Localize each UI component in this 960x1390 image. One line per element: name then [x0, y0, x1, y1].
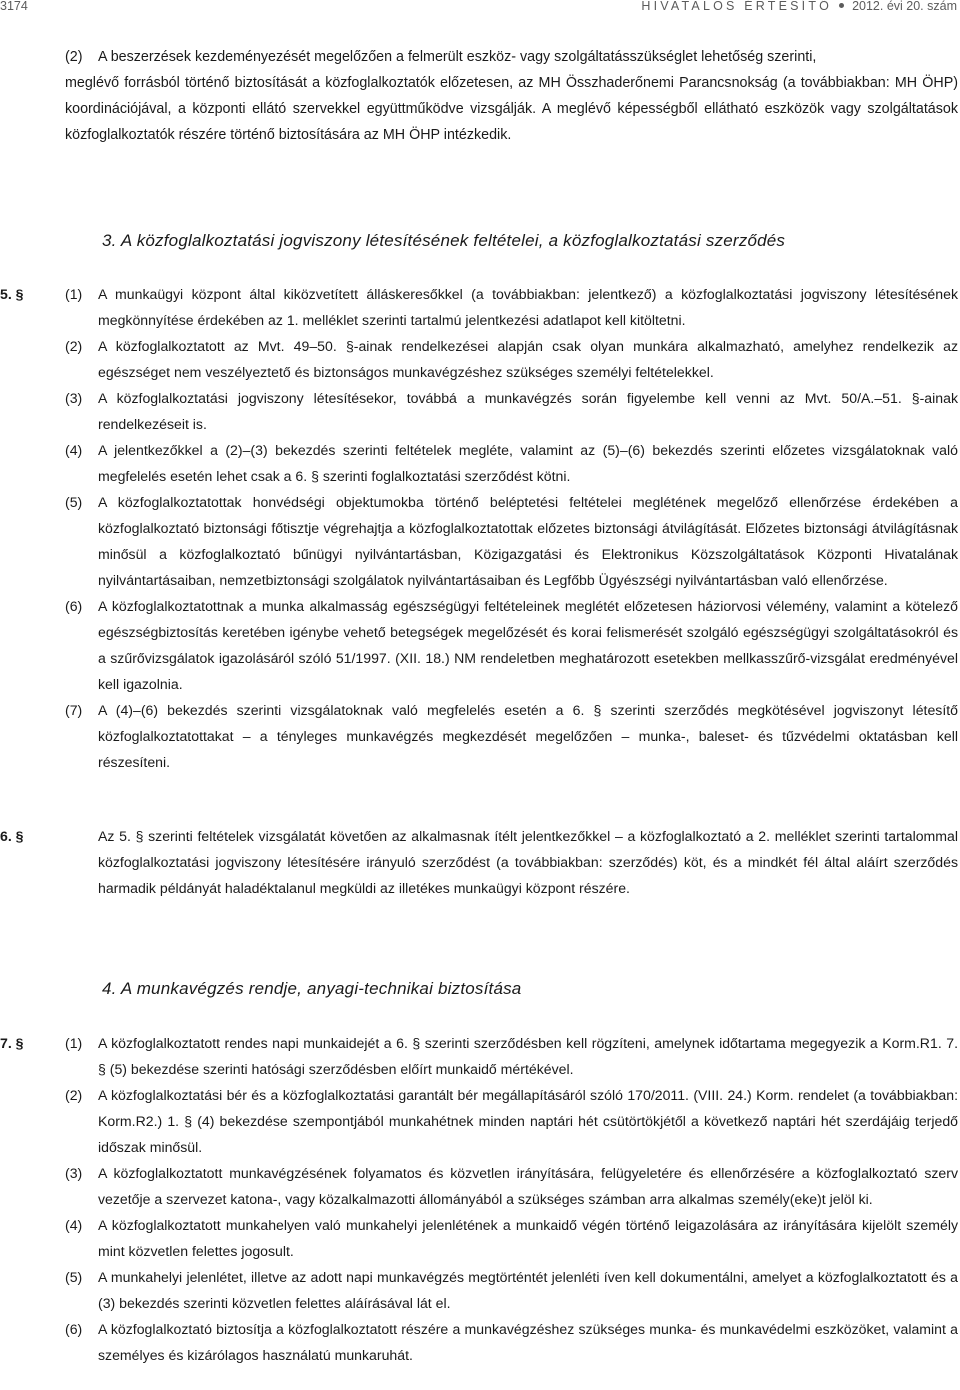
section-5 [0, 281, 958, 775]
section-number: 6. § [0, 828, 24, 844]
paragraph-number: (4) [65, 442, 83, 458]
section-6-text: Az 5. § szerinti feltételek vizsgálatát követően az alkalmasnak ítélt jelentkezőkkel – a közfoglalkoztató a 2. melléklet szerinti tartalommal közfoglalkoztatási jogviszony létesítésére irányuló szerződést (a továbbiakban: szerződés) köt, és a mindkét fél által aláírt szerződés harmadik példányát haladéktalanul megküldi az illetékes munkaügyi központ részére. [98, 828, 958, 896]
chapter-heading-4: 4. A munkavégzés rendje, anyagi-technikai biztosítása [102, 979, 522, 998]
journal-info [641, 0, 957, 13]
paragraph-text: A közfoglalkoztatott rendes napi munkaidejét a 6. § szerinti szerződésben kell rögzíteni, amelynek időtartama megegyezik a Korm.R1. 7. § (5) bekezdése szerinti hatósági szerződésben előírt munkaidő mértékével. [98, 1035, 958, 1077]
paragraph-number: (2) [65, 49, 83, 65]
paragraph [0, 385, 958, 437]
paragraph-number: (2) [65, 338, 83, 354]
paragraph-number: (1) [65, 1035, 83, 1051]
paragraph-text: A közfoglalkoztatott munkavégzésének folyamatos és közvetlen irányítására, felügyeletére és ellenőrzésére a közfoglalkoztató szerv vezetője a szervezet katona-, vagy közalkalmazotti állományából a szükséges számban arra alkalmas személy(eke)t jelöl ki. [98, 1165, 958, 1207]
separator-dot-icon [839, 3, 844, 8]
paragraph-number: (5) [65, 494, 83, 510]
paragraph-text: A közfoglalkoztatott az Mvt. 49–50. §-ainak rendelkezései alapján csak olyan munkára alkalmazható, amelyhez rendelkezik az egészséget nem veszélyeztető és biztonságos munkavégzéshez szükséges személyi feltételekkel. [98, 338, 958, 380]
paragraph [0, 281, 958, 333]
paragraph [0, 437, 958, 489]
journal-title: HIVATALOS ÉRTESÍTŐ [641, 0, 833, 13]
intro-line-1: A beszerzések kezdeményezését megelőzően a felmerült eszköz- vagy szolgáltatásszükséglet lehetőség szerinti, [98, 49, 817, 65]
paragraph-number: (7) [65, 702, 83, 718]
section-number: 7. § [0, 1035, 24, 1051]
paragraph [0, 1316, 958, 1368]
paragraph-text: A közfoglalkoztatási bér és a közfoglalkoztatási garantált bér megállapításáról szóló 170/2011. (VIII. 24.) Korm. rendelet (a továbbiakban: Korm.R2.) 1. § (4) bekezdése szempontjából munkahétnek minden naptári hét csütörtökjétől a következő naptári hét szerdájáig terjedő időszak minősül. [98, 1087, 958, 1155]
paragraph-text: A munkaügyi központ által kiközvetített álláskeresőkkel (a továbbiakban: jelentkező) a közfoglalkoztatási jogviszony létesítésének megkönnyítése érdekében az 1. melléklet szerinti tartalmú jelentkezési adatlapot kell kitöltetni. [98, 286, 958, 328]
paragraph-text: A munkahelyi jelenlétet, illetve az adott napi munkavégzés megtörténtét jelenléti íven kell dokumentálni, amelyet a közfoglalkoztatott és a (3) bekezdés szerinti közvetlen felettes aláírásával lát el. [98, 1269, 958, 1311]
section-number: 5. § [0, 286, 24, 302]
section-6 [0, 823, 958, 901]
paragraph-number: (4) [65, 1217, 83, 1233]
paragraph [0, 1264, 958, 1316]
paragraph-number: (5) [65, 1269, 83, 1285]
issue-label: 2012. évi 20. szám [852, 0, 957, 13]
paragraph [0, 333, 958, 385]
paragraph-number: (6) [65, 598, 83, 614]
paragraph-text: A (4)–(6) bekezdés szerinti vizsgálatoknak való megfelelés esetén a 6. § szerinti szerződés megkötésével jogviszonyt létesítő közfoglalkoztatottakat – a tényleges munkavégzés megkezdését megelőzően – munka-, baleset- és tűzvédelmi oktatásban kell részesíteni. [98, 702, 958, 770]
paragraph [0, 697, 958, 775]
paragraph [0, 1212, 958, 1264]
paragraph-number: (1) [65, 286, 83, 302]
paragraph-text: A közfoglalkoztatottnak a munka alkalmasság egészségügyi feltételeinek meglétét előzetesen háziorvosi vélemény, valamint a kötelező egészségbiztosítás keretében igénybe vehető betegségek megelőzését és korai felismerését szolgáló egészségügyi szolgáltatásokról és a szűrővizsgálatok igazolásáról szóló 51/1997. (XII. 18.) NM rendeletben meghatározott esetekben mellkasszűrő-vizsgálat eredményével kell igazolnia. [98, 598, 958, 692]
paragraph-number: (2) [65, 1087, 83, 1103]
paragraph-text: A közfoglalkoztatási jogviszony létesítésekor, továbbá a munkavégzés során figyelembe kell venni az Mvt. 50/A.–51. §-ainak rendelkezéseit is. [98, 390, 958, 432]
paragraph-number: (3) [65, 390, 83, 406]
page-number: 3174 [0, 0, 28, 13]
paragraph-text: A jelentkezőkkel a (2)–(3) bekezdés szerinti feltételek megléte, valamint az (5)–(6) bekezdés szerinti előzetes vizsgálatoknak való megfelelés esetén lehet csak a 6. § szerinti foglalkoztatási szerződést kötni. [98, 442, 958, 484]
paragraph-text: A közfoglalkoztatott munkahelyen való munkahelyi jelenlétének a munkaidő végén történő leigazolására az irányítására kijelölt személy mint közvetlen felettes jogosult. [98, 1217, 958, 1259]
paragraph-text: A közfoglalkoztatottak honvédségi objektumokba történő beléptetési feltételei meglétének megelőző ellenőrzése érdekében a közfoglalkoztató biztonsági főtisztje végrehajtja a közfoglalkoztatottak előzetes biztonsági átvilágítását. Előzetes biztonsági átvilágításnak minősül a közfoglalkoztató bűnügyi nyilvántartásban, Közigazgatási és Elektronikus Közszolgáltatások Központi Hivatalának nyilvántartásaiban, nemzetbiztonsági szolgálatok nyilvántartásaiban és Legfőbb Ügyészségi nyilvántartásban való ellenőrzése. [98, 494, 958, 588]
intro-paragraph [65, 44, 958, 148]
page-header [0, 0, 960, 26]
paragraph [0, 489, 958, 593]
paragraph [0, 1030, 958, 1082]
paragraph-text: A közfoglalkoztató biztosítja a közfoglalkoztatott részére a munkavégzéshez szükséges munka- és munkavédelmi eszközöket, valamint a személyes és kizárólagos használatú munkaruhát. [98, 1321, 958, 1363]
paragraph [0, 1082, 958, 1160]
paragraph [0, 1160, 958, 1212]
intro-rest: meglévő forrásból történő biztosítását a közfoglalkoztatók előzetesen, az MH Összhaderőnemi Parancsnokság (a továbbiakban: MH ÖHP) koordinációjával, a központi ellátó szervekkel együttműködve vizsgálják. A meglévő képességből ellátható eszközök vagy szolgáltatások közfoglalkoztatók részére történő biztosítására az MH ÖHP intézkedik. [65, 75, 958, 143]
section-7 [0, 1030, 958, 1368]
paragraph-number: (6) [65, 1321, 83, 1337]
paragraph-number: (3) [65, 1165, 83, 1181]
paragraph [0, 593, 958, 697]
chapter-heading-3: 3. A közfoglalkoztatási jogviszony létesítésének feltételei, a közfoglalkoztatási szerződés [102, 231, 786, 250]
